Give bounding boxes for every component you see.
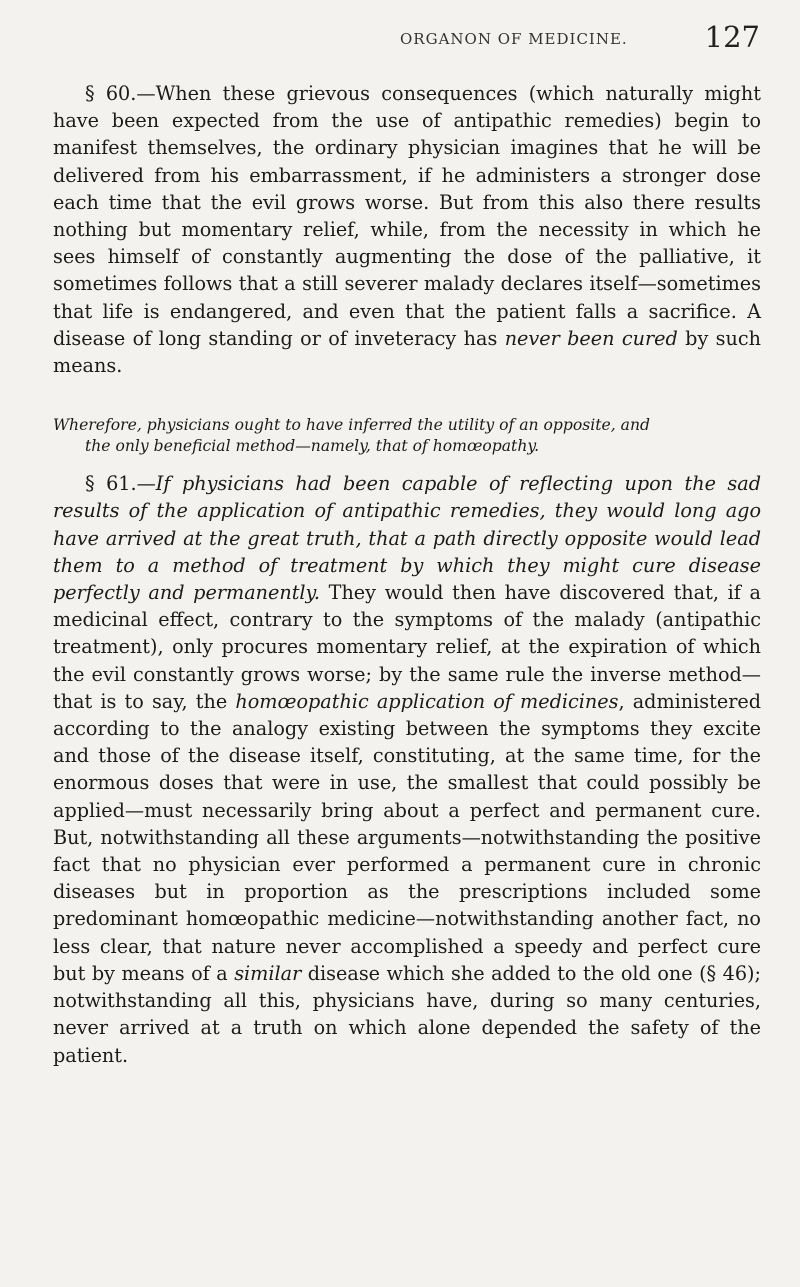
paragraph-section-61 [53,470,761,1068]
section-60-emphasis: never been cured [504,326,678,350]
running-head [80,18,760,58]
running-head-title: ORGANON OF MEDICINE. [400,30,628,48]
section-60-text-1: —When these grievous consequences (which naturally might have been expected from the use of antipathic remedies) begin to manifest themselves, the ordinary physician imagines that he will be delivered from his embarrassment, if he administers a stronger dose each time that the evil grows worse. But from this also there results nothing but momentary relief, while, from the necessity in which he sees himself of constantly augmenting the dose of the palliative, it sometimes follows that a still severer malady declares itself—sometimes that life is endangered, and even that the patient falls a sacrifice. A disease of long standing or of inveteracy has [53,82,761,350]
section-number-61: § 61. [85,472,137,496]
section-61-emphasis-intro: —If physicians had been capable of reflecting upon the sad results of the application of antipathic remedies, they would long ago have arrived at the great truth, that a path directly opposite would lead them to a method of treatment by which they might cure disease perfectly and permanently. [53,472,761,605]
section-61-emphasis-2: homœopathic application of medicines [235,689,619,713]
body-text [53,80,761,1069]
marginal-summary-line-1: Wherefore, physicians ought to have inferred the utility of an opposite, and [53,416,650,435]
section-61-text-3: disease which she added to the old one (§ 46); notwithstanding all this, physicians have, during so many centuries, never arrived at a truth on which alone depended the safety of the patient. [53,961,761,1067]
section-number-60: § 60. [85,82,137,105]
section-61-emphasis-3: similar [234,961,302,985]
marginal-summary [53,415,761,456]
section-61-text-2: , administered according to the analogy existing between the symptoms they excite and those of the disease itself, constituting, at the same time, for the enormous doses that were in use, the smallest that could possibly be applied—must necessarily bring about a perfect and permanent cure. But, notwithstanding all these arguments—notwithstanding the positive fact that no physician ever performed a permanent cure in chronic diseases but in proportion as the prescriptions included some predominant homœopathic medicine—notwithstanding another fact, no less clear, that nature never accomplished a speedy and perfect cure but by means of a [53,689,762,985]
marginal-summary-line-2: the only beneficial method—namely, that of homœopathy. [85,436,540,455]
page-number: 127 [704,20,760,54]
paragraph-section-60 [53,80,761,379]
section-60-text-2: by such means. [53,326,761,378]
section-61-text-1: They would then have discovered that, if a medicinal effect, contrary to the symptoms of the malady (antipathic treatment), only procures momentary relief, at the expiration of which the evil constantly grows worse; by the same rule the inverse method—that is to say, the [53,581,761,713]
